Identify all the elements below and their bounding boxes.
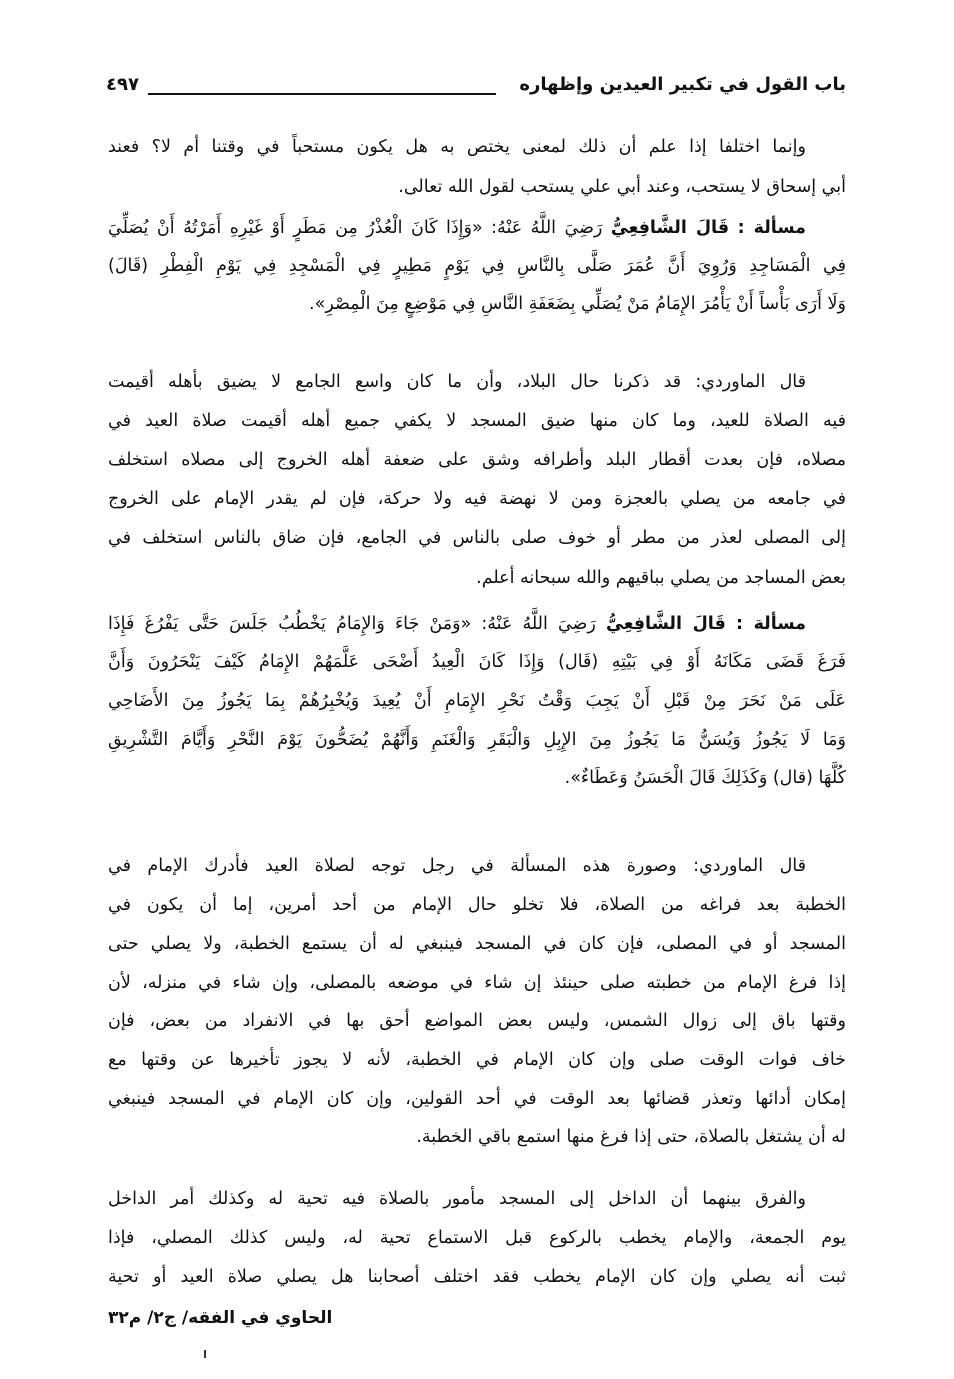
text-line: والفرق بينهما أن الداخل إلى المسجد مأمور بالصلاة فيه تحية له وكذلك أمر الداخل <box>108 1189 806 1209</box>
text-line: في جامعه من يصلي بالعجزة ومن لا نهضة فيه ولا حركة، فإن لم يقدر الإمام على الخروج <box>108 489 846 509</box>
text-line: مصلاه، فإن بعدت أقطار البلد وأطرافه وشق على ضعفة أهله الخروج إلى مصلاه استخلف <box>108 450 846 470</box>
masala-label: مسألة : <box>737 218 806 238</box>
text-line: إمكان أدائها وتعذر قضائها بعد الوقت في أحد القولين، وإن كان الإمام في المسجد فينبغي <box>108 1089 846 1109</box>
text-line: وإنما اختلفا إذا علم أن ذلك لمعنى يختص به هل يكون مستحباً في وقتنا أم لا؟ فعند <box>108 137 806 157</box>
text-line: فَرَغَ قَضَى مَكَانَهُ أَوْ فِي بَيْتِهِ (قَال) وَإِذَا كَانَ الْعِيدُ أَضْحَى عَلَّمَهُمْ الإِمَامُ كَيْفَ يَنْحَرُونَ وَأَنَّ <box>108 652 846 672</box>
text-line: إذا فرغ الإمام من خطبته صلى حينئذ إن شاء في موضعه بالمصلى، وإن شاء في منزله، لأن <box>108 973 846 993</box>
text-line: وَلَا أَرَى بَأْساً أَنْ يَأْمُرَ الإِمَامُ مَنْ يُصَلِّي بِضَعَفَةِ النَّاسِ فِي مَوْضِعٍ مِنَ الْمِصْرِ». <box>309 294 846 314</box>
text-line: بعض المساجد من يصلي بباقيهم والله سبحانه أعلم. <box>476 568 846 588</box>
masala-heading-line <box>108 212 846 244</box>
page-number: ٤٩٧ <box>106 74 139 95</box>
text-line: عَلَى مَنْ نَحَرَ مِنْ قَبْلِ أَنْ يَجِبَ وَقْتُ نَحْرِ الإِمَامِ أَنْ يُعِيدَ وَيُخْبِرُهُمْ بِمَا يَجُوزُ مِنَ الأَضَاحِي <box>108 691 846 711</box>
signature-mark: الحاوي في الفقه/ ج٢/ م٣٢ <box>108 1308 333 1328</box>
text-line: يوم الجمعة، والإمام يخطب بالركوع قبل الاستماع تحية له، وليس كذلك المصلي، فإذا <box>108 1228 846 1248</box>
masala-text: رَضِيَ اللَّهُ عَنْهُ: «وَمَنْ جَاءَ وَالإِمَامُ يَخْطُبُ جَلَسَ حَتَّى يَفْرُغَ فَإِذَا <box>108 614 596 634</box>
text-line: وقتها باق إلى زوال الشمس، وليس بعض المواضع أحق بها في الانفراد من بعض، فإن <box>108 1011 846 1031</box>
header-rule <box>148 93 496 95</box>
text-line: قال الماوردي: قد ذكرنا حال البلاد، وأن ما كان واسع الجامع لا يضيق بأهله أقيمت <box>108 372 806 392</box>
masala-speaker: قَالَ الشَّافِعِيُّ <box>605 614 726 634</box>
text-line: أبي إسحاق لا يستحب، وعند أبي علي يستحب لقول الله تعالى. <box>398 177 846 197</box>
text-line: ثبت أنه يصلي وإن كان الإمام يخطب فقد اختلف أصحابنا هل يصلي صلاة العيد أو تحية <box>108 1267 846 1287</box>
text-line: إلى المصلى لعذر من مطر أو خوف صلى بالناس في الجامع، فإن ضاق بالناس استخلف في <box>108 528 846 548</box>
text-line: فيه الصلاة للعيد، وما كان منها ضيق المسجد لا يكفي جميع أهله أقيمت صلاة العيد في <box>108 411 846 431</box>
text-line: قال الماوردي: وصورة هذه المسألة في رجل توجه لصلاة العيد فأدرك الإمام في <box>108 856 806 876</box>
text-line: فِي الْمَسَاجِدِ وَرُوِيَ أَنَّ عُمَرَ صَلَّى بِالنَّاسِ فِي يَوْمٍ مَطِيرٍ فِي الْمَسْجِدِ فِي يَوْمِ الْفِطْرِ (قَالَ) <box>108 256 846 276</box>
text-line: خاف فوات الوقت صلى وإن كان الإمام في الخطبة، لأنه لا يجوز تأخيرها عن وقتها مع <box>108 1050 846 1070</box>
print-mark <box>204 1350 206 1358</box>
text-line: له أن يشتغل بالصلاة، حتى إذا فرغ منها استمع باقي الخطبة. <box>416 1127 846 1147</box>
text-line: وَمَا لَا يَجُوزُ وَيُسَنُّ مَا يَجُوزُ مِنَ الإِبِلِ وَالْبَقَرِ وَالْغَنَمِ وَأَنَّهُمْ يُضَحُّونَ يَوْمَ النَّحْرِ وَأَيَّامَ التَّشْرِيقِ <box>108 730 846 750</box>
masala-speaker: قَالَ الشَّافِعِيُّ <box>610 218 730 238</box>
masala-heading-line <box>108 608 846 640</box>
text-line: المسجد أو في المصلى، فإن كان في المسجد فينبغي له أن يستمع الخطبة، ولا يصلي حتى <box>108 934 846 954</box>
masala-label: مسألة : <box>735 614 806 634</box>
masala-text: رَضِيَ اللَّهُ عَنْهُ: «وَإِذَا كَانَ الْعُذْرُ مِن مَطَرٍ أَوْ غَيْرِهِ أَمَرْتُهُ أَنْ يُصَلِّيَ <box>108 218 603 238</box>
text-line: كُلَّهَا (قال) وَكَذَلِكَ قَالَ الْحَسَنُ وَعَطَاءٌ». <box>564 768 846 788</box>
text-line: الخطبة بعد فراغه من الصلاة، فلا تخلو حال الإمام من أحد أمرين، إما أن يكون في <box>108 895 846 915</box>
running-header-title: باب القول في تكبير العيدين وإظهاره <box>519 74 846 95</box>
